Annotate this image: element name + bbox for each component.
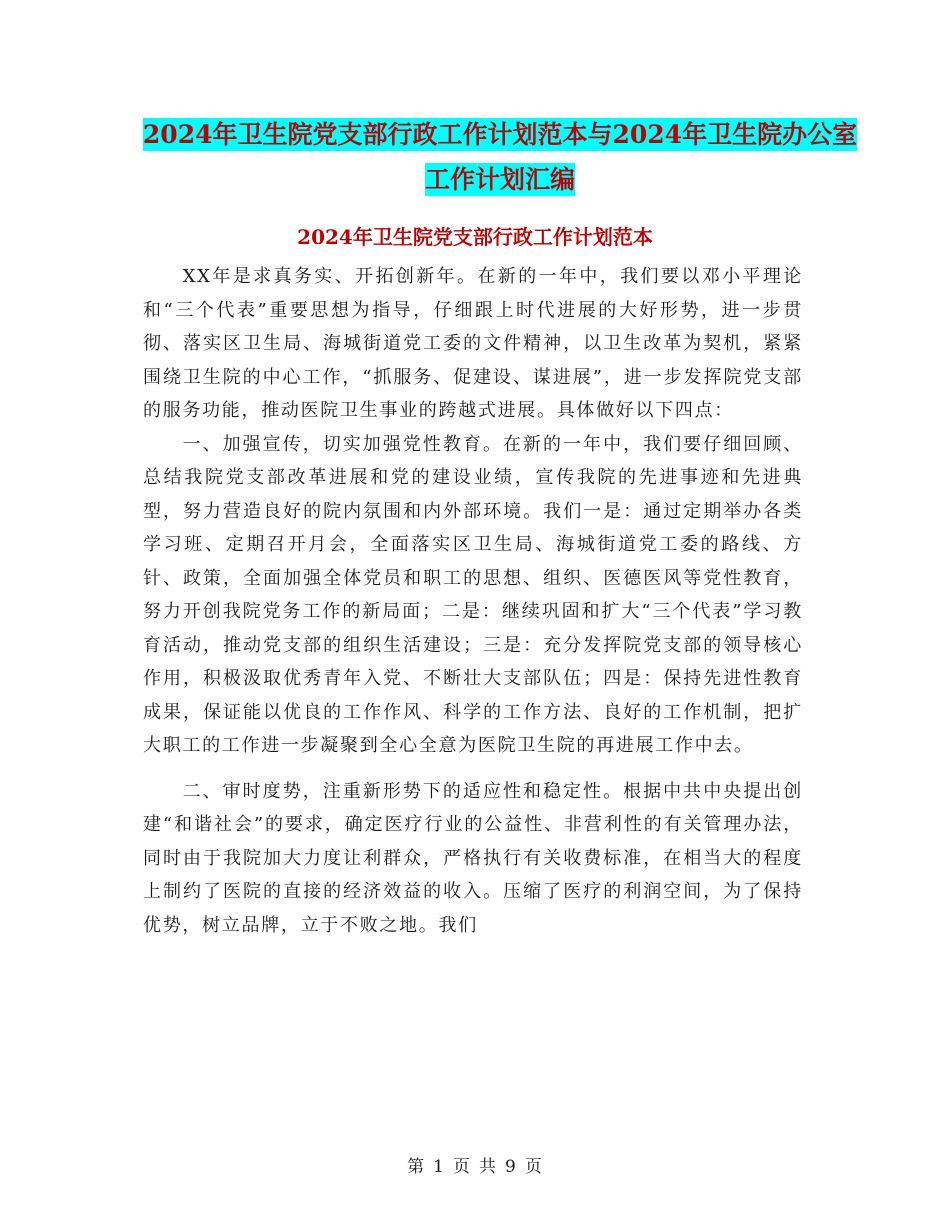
document-title-text: 2024年卫生院党支部行政工作计划范本与2024年卫生院办公室工作计划汇编	[142, 120, 858, 194]
footer-total-pages: 9	[505, 1157, 517, 1177]
footer-suffix: 页	[524, 1157, 543, 1177]
footer-current-page: 1	[433, 1157, 445, 1177]
document-title	[140, 112, 860, 202]
footer-total-prefix: 共	[479, 1157, 497, 1177]
footer-page-word: 页	[453, 1157, 471, 1177]
footer-prefix: 第	[407, 1157, 426, 1177]
page-footer	[0, 1152, 950, 1177]
document-body	[143, 260, 803, 942]
paragraph-point-two: 二、审时度势，注重新形势下的适应性和稳定性。根据中共中央提出创建“和谐社会”的要求，确定医疗行业的公益性、非营利性的有关管理办法，同时由于我院加大力度让利群众，严格执行有关收费标准，在相当大的程度上制约了医院的直接的经济效益的收入。压缩了医疗的利润空间，为了保持优势，树立品牌，立于不败之地。我们	[143, 780, 803, 936]
paragraph-point-one: 一、加强宣传，切实加强党性教育。在新的一年中，我们要仔细回顾、总结我院党支部改革进展和党的建设业绩，宣传我院的先进事迹和先进典型，努力营造良好的院内氛围和内外部环境。我们一是：通过定期举办各类学习班、定期召开月会，全面落实区卫生局、海城街道党工委的路线、方针、政策，全面加强全体党员和职工的思想、组织、医德医风等党性教育，努力开创我院党务工作的新局面；二是：继续巩固和扩大“三个代表”学习教育活动，推动党支部的组织生活建设；三是：充分发挥院党支部的领导核心作用，积极汲取优秀青年入党、不断壮大支部队伍；四是：保持先进性教育成果，保证能以优良的工作作风、科学的工作方法、良好的工作机制，把扩大职工的工作进一步凝聚到全心全意为医院卫生院的再进展工作中去。	[143, 433, 803, 756]
paragraph-intro: XX年是求真务实、开拓创新年。在新的一年中，我们要以邓小平理论和“三个代表”重要思想为指导，仔细跟上时代进展的大好形势，进一步贯彻、落实区卫生局、海城街道党工委的文件精神，以卫生改革为契机，紧紧围绕卫生院的中心工作，“抓服务、促建设、谋进展”，进一步发挥院党支部的服务功能，推动医院卫生事业的跨越式进展。具体做好以下四点：	[143, 266, 803, 421]
section-title: 2024年卫生院党支部行政工作计划范本	[297, 225, 653, 249]
